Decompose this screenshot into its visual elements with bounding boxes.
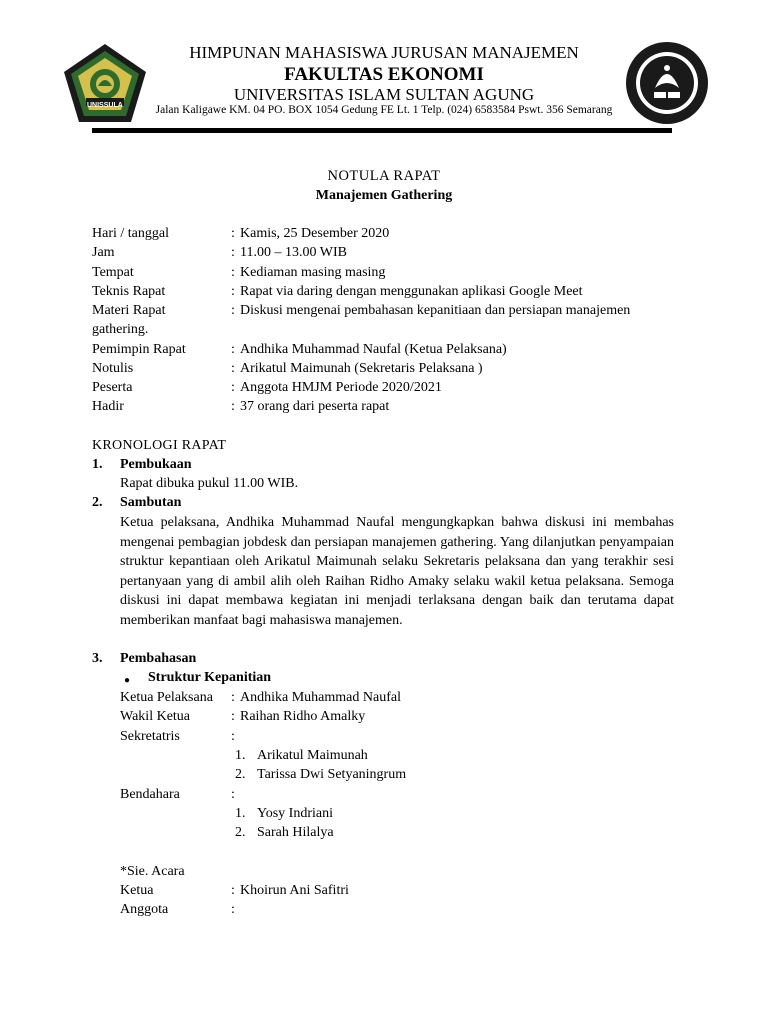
chronology-heading: KRONOLOGI RAPAT xyxy=(92,438,227,453)
role-colon: : xyxy=(231,883,235,898)
section-title: Pembukaan xyxy=(120,457,192,472)
info-value: Arikatul Maimunah (Sekretaris Pelaksana ) xyxy=(240,361,483,376)
role-value: Raihan Ridho Amalky xyxy=(240,709,366,724)
address-line: Jalan Kaligawe KM. 04 PO. BOX 1054 Gedung FE Lt. 1 Telp. (024) 6583584 Pswt. 356 Semarang xyxy=(155,104,613,116)
role-colon: : xyxy=(231,729,235,744)
unissula-logo-text: UNISSULA xyxy=(87,102,123,109)
role-label: Sekretatris xyxy=(120,729,180,744)
info-colon: : xyxy=(231,265,235,280)
role-label: Wakil Ketua xyxy=(120,709,191,724)
section-text: Rapat dibuka pukul 11.00 WIB. xyxy=(120,476,299,491)
section-paragraph: Ketua pelaksana, Andhika Muhammad Naufal mengungkapkan bahwa diskusi ini membahas mengenai pembagian jobdesk dan persiapan manajemen gathering. Yang dilanjutkan penyampaian struktur kepantiaan oleh Arikatul Maimunah selaku Sekretaris pelaksana dan yang terakhir sesi pertanyaan yang di ambil alih oleh Raihan Ridho Amaky selaku wakil ketua pelaksana. Semoga diskusi ini dapat membawa kegiatan ini menjadi terlaksana dengan baik dan terutama dapat memberikan manfaat bagi mahasiswa manajemen. xyxy=(120,515,674,628)
role-value: Khoirun Ani Safitri xyxy=(240,883,349,898)
structure-heading: Struktur Kepanitian xyxy=(148,670,272,685)
info-value: Kediaman masing masing xyxy=(240,265,386,280)
info-colon: : xyxy=(231,342,235,357)
info-label: Hadir xyxy=(92,399,124,414)
role-label: Ketua Pelaksana xyxy=(120,690,213,705)
member-name: Yosy Indriani xyxy=(257,806,333,821)
info-value: Anggota HMJM Periode 2020/2021 xyxy=(240,380,442,395)
info-label: Teknis Rapat xyxy=(92,284,166,299)
header-divider xyxy=(92,128,672,133)
info-label: Tempat xyxy=(92,265,134,280)
info-colon: : xyxy=(231,380,235,395)
university-name: UNIVERSITAS ISLAM SULTAN AGUNG xyxy=(233,85,535,104)
info-value: Andhika Muhammad Naufal (Ketua Pelaksana) xyxy=(240,342,507,357)
info-label: Notulis xyxy=(92,361,134,376)
role-colon: : xyxy=(231,787,235,802)
faculty-name: FAKULTAS EKONOMI xyxy=(284,64,484,85)
info-label: Jam xyxy=(92,245,115,260)
info-colon: : xyxy=(231,226,235,241)
info-label: Peserta xyxy=(92,380,133,395)
info-value: 37 orang dari peserta rapat xyxy=(240,399,390,414)
bullet-icon: ● xyxy=(124,675,131,686)
role-colon: : xyxy=(231,902,235,917)
info-value: 11.00 – 13.00 WIB xyxy=(240,245,347,260)
role-colon: : xyxy=(231,690,235,705)
info-value: Rapat via daring dengan menggunakan aplikasi Google Meet xyxy=(240,284,583,299)
info-label: Hari / tanggal xyxy=(92,226,169,241)
role-label: Ketua xyxy=(120,883,154,898)
section-title: Pembahasan xyxy=(120,651,197,666)
role-value: Andhika Muhammad Naufal xyxy=(240,690,401,705)
info-colon: : xyxy=(231,399,235,414)
section-number: 3. xyxy=(92,651,103,666)
section-title: Sambutan xyxy=(120,495,182,510)
member-number: 1. xyxy=(235,748,246,763)
document-subtitle: Manajemen Gathering xyxy=(315,188,453,203)
member-number: 2. xyxy=(235,767,246,782)
member-number: 2. xyxy=(235,825,246,840)
org-name: HIMPUNAN MAHASISWA JURUSAN MANAJEMEN xyxy=(189,43,579,62)
sie-acara-heading: *Sie. Acara xyxy=(120,864,185,879)
member-name: Tarissa Dwi Setyaningrum xyxy=(257,767,407,782)
member-number: 1. xyxy=(235,806,246,821)
info-colon: : xyxy=(231,284,235,299)
document-title: NOTULA RAPAT xyxy=(327,168,441,184)
info-value: Kamis, 25 Desember 2020 xyxy=(240,226,390,241)
role-label: Anggota xyxy=(120,902,169,917)
info-value-continuation: gathering. xyxy=(92,322,149,337)
info-label: Pemimpin Rapat xyxy=(92,342,186,357)
info-value: Diskusi mengenai pembahasan kepanitiaan dan persiapan manajemen xyxy=(240,303,631,318)
info-colon: : xyxy=(231,361,235,376)
role-label: Bendahara xyxy=(120,787,180,802)
info-colon: : xyxy=(231,245,235,260)
member-name: Sarah Hilalya xyxy=(257,825,334,840)
section-number: 2. xyxy=(92,495,103,510)
section-number: 1. xyxy=(92,457,103,472)
member-name: Arikatul Maimunah xyxy=(257,748,368,763)
role-colon: : xyxy=(231,709,235,724)
info-label: Materi Rapat xyxy=(92,303,166,318)
info-colon: : xyxy=(231,303,235,318)
